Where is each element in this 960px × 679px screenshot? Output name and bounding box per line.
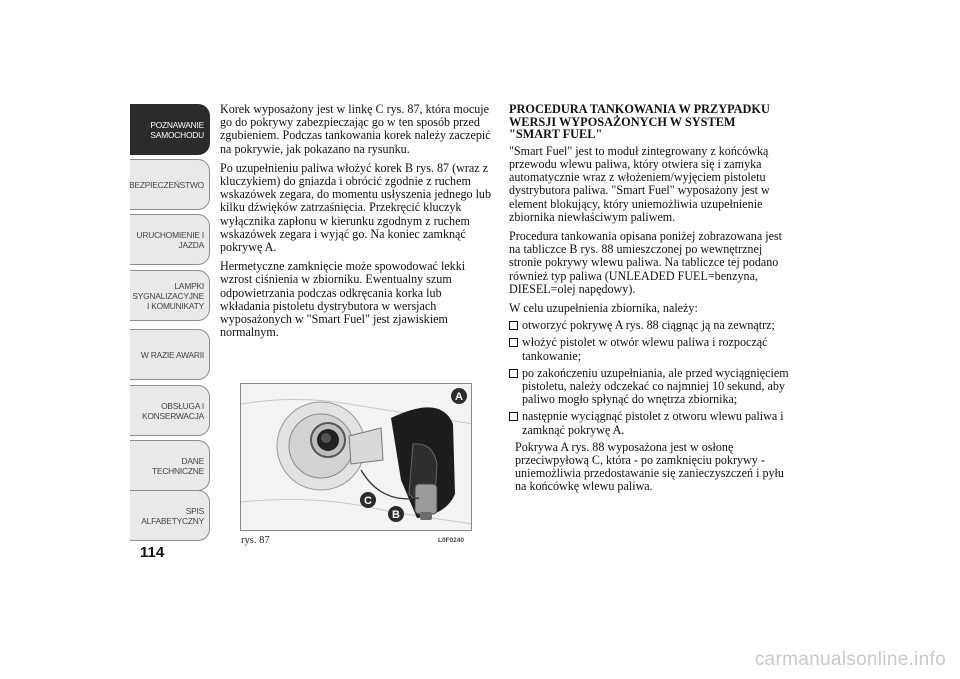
- watermark: carmanualsonline.info: [754, 649, 946, 670]
- marker-c-label: C: [364, 495, 372, 507]
- step-text: po zakończeniu uzupełniania, ale przed wyciągnięciem pistoletu, należy odczekać co najmniej 10 sekund, aby paliwo mogło spłynąć do wnętrza zbiornika;: [522, 365, 789, 407]
- tab-dane-techniczne[interactable]: [130, 440, 210, 491]
- list-item: [509, 336, 789, 362]
- tab-w-razie-awarii[interactable]: [130, 329, 210, 380]
- tab-label: LAMPKI SYGNALIZACYJNE I KOMUNIKATY: [132, 280, 204, 311]
- tab-label: BEZPIECZEŃSTWO: [129, 179, 204, 190]
- tab-poznawanie-samochodu[interactable]: [130, 104, 210, 155]
- tab-lampki-sygnalizacyjne[interactable]: [130, 270, 210, 321]
- marker-a-label: A: [455, 391, 463, 403]
- checkbox-bullet-icon: [509, 321, 518, 330]
- tab-label: URUCHOMIENIE I JAZDA: [136, 229, 204, 250]
- step-text: włożyć pistolet w otwór wlewu paliwa i rozpocząć tankowanie;: [522, 335, 768, 363]
- paragraph: Procedura tankowania opisana poniżej zobrazowana jest na tabliczce B rys. 88 umieszczonej po wewnętrznej stronie pokrywy wlewu paliwa. Na tabliczce tej podano również typ paliwa (UNLEADED FUEL=benzyna, DIESEL=olej napędowy).: [509, 229, 783, 296]
- list-item: [509, 319, 789, 332]
- tab-label: POZNAWANIE SAMOCHODU: [150, 119, 204, 140]
- left-column: [220, 103, 492, 345]
- tab-spis-alfabetyczny[interactable]: [130, 490, 210, 541]
- list-item: [509, 367, 789, 407]
- tab-label: SPIS ALFABETYCZNY: [141, 505, 204, 526]
- paragraph: Korek wyposażony jest w linkę C rys. 87, która mocuje go do pokrywy zabezpieczając go w ten sposób przed zgubieniem. Podczas tankowania korek należy zaczepić na pokrywie, jak pokazano na rysunku.: [220, 102, 491, 156]
- section-heading: PROCEDURA TANKOWANIA W PRZYPADKU WERSJI WYPOSAŻONYCH W SYSTEM "SMART FUEL": [509, 102, 770, 142]
- tab-uruchomienie-i-jazda[interactable]: [130, 214, 210, 265]
- paragraph: Hermetyczne zamknięcie może spowodować lekki wzrost ciśnienia w zbiorniku. Ewentualny szum odpowietrzania podczas odkręcania korka lub wkładania pistoletu dystrybutora w wersjach wyposażonych w "Smart Fuel" jest zjawiskiem normalnym.: [220, 259, 466, 340]
- right-column: [509, 103, 789, 500]
- tab-label: DANE TECHNICZNE: [152, 455, 204, 476]
- paragraph: Po uzupełnieniu paliwa włożyć korek B rys. 87 (wraz z kluczykiem) do gniazda i obrócić zgodnie z ruchem wskazówek zegara, do momentu usłyszenia jednego lub kilku dźwięków zatrzaśnięcia. Przekręcić kluczyk wyłącznika zapłonu w kierunku zgodnym z ruchem wskazówek zegara i wyjąć go. Na koniec zamknąć pokrywę A.: [220, 160, 492, 255]
- list-item: [509, 410, 789, 436]
- tab-bezpieczenstwo[interactable]: [130, 159, 210, 210]
- step-text: następnie wyciągnąć pistolet z otworu wlewu paliwa i zamknąć pokrywę A.: [522, 409, 784, 437]
- step-text: otworzyć pokrywę A rys. 88 ciągnąc ją na zewnątrz;: [522, 318, 775, 333]
- note-paragraph: Pokrywa A rys. 88 wyposażona jest w osłonę przeciwpyłową C, która - po zamknięciu pokrywy - uniemożliwia przedostawanie się zanieczyszczeń i pyłu na końcówkę wlewu paliwa.: [515, 439, 784, 494]
- steps-list: [509, 319, 789, 437]
- page-number: 114: [140, 544, 165, 561]
- fuel-cap-illustration: [241, 384, 472, 531]
- checkbox-bullet-icon: [509, 412, 518, 421]
- marker-b-label: B: [392, 509, 400, 521]
- checkbox-bullet-icon: [509, 338, 518, 347]
- figure-fuel-cap: [240, 383, 472, 531]
- figure-code: L0F0240: [438, 537, 465, 544]
- paragraph: W celu uzupełnienia zbiornika, należy:: [509, 301, 698, 316]
- checkbox-bullet-icon: [509, 369, 518, 378]
- tab-obsluga-i-konserwacja[interactable]: [130, 385, 210, 436]
- tab-label: OBSŁUGA I KONSERWACJA: [141, 400, 204, 421]
- tab-label: W RAZIE AWARII: [140, 349, 204, 360]
- figure-caption: rys. 87: [241, 535, 270, 546]
- paragraph: "Smart Fuel" jest to moduł zintegrowany z końcówką przewodu wlewu paliwa, który otwiera się i zamyka automatycznie wraz z włożeniem/wyjęciem pistoletu dystrybutora paliwa. "Smart Fuel" wyposażony jest w element blokujący, który uniemożliwia uzupełnienie zbiornika niewłaściwym paliwem.: [509, 143, 770, 224]
